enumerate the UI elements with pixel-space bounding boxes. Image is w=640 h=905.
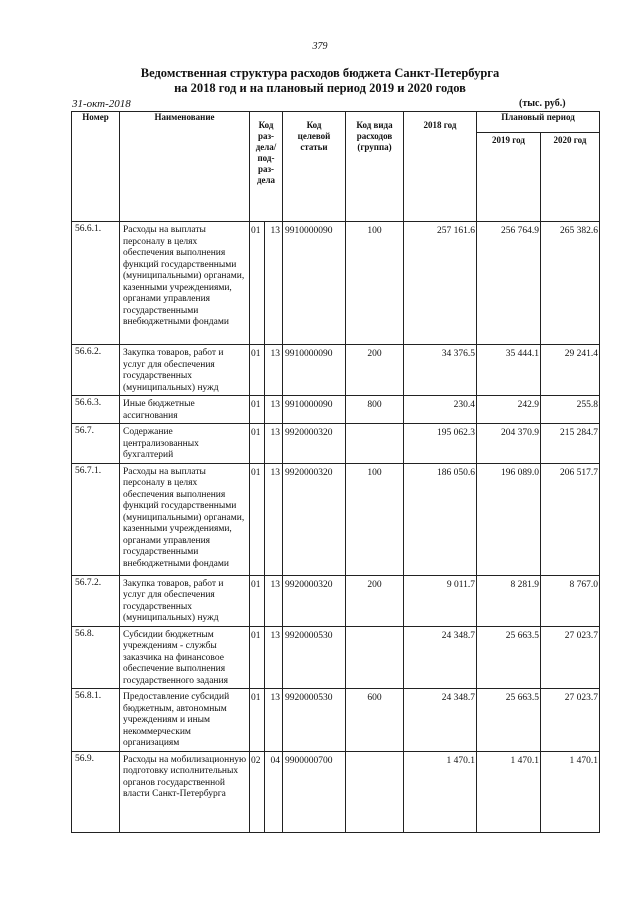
header-name: Наименование <box>120 112 250 222</box>
table-row <box>72 689 600 752</box>
row-amount-2019: 204 370.9 <box>477 424 541 464</box>
row-subsection-code: 04 <box>265 751 283 832</box>
table-row <box>72 463 600 575</box>
row-name: Закупка товаров, работ и услуг для обеспечения государственных (муниципальных) нужд <box>120 575 250 626</box>
row-expense-type: 200 <box>346 575 404 626</box>
table-row <box>72 626 600 689</box>
row-target-code: 9920000530 <box>283 626 346 689</box>
table-row <box>72 424 600 464</box>
row-subsection-code: 13 <box>265 626 283 689</box>
row-expense-type <box>346 626 404 689</box>
row-amount-2020: 8 767.0 <box>541 575 600 626</box>
row-number: 56.7. <box>72 424 120 464</box>
row-amount-2018: 34 376.5 <box>404 345 477 396</box>
row-amount-2018: 9 011.7 <box>404 575 477 626</box>
row-section-code: 01 <box>250 396 265 424</box>
table-row <box>72 222 600 345</box>
table-row <box>72 575 600 626</box>
header-2020: 2020 год <box>541 133 600 222</box>
row-amount-2018: 257 161.6 <box>404 222 477 345</box>
row-section-code: 01 <box>250 463 265 575</box>
row-subsection-code: 13 <box>265 345 283 396</box>
units-label: (тыс. руб.) <box>519 98 566 109</box>
row-number: 56.6.3. <box>72 396 120 424</box>
header-number: Номер <box>72 112 120 222</box>
budget-table <box>71 111 600 833</box>
row-amount-2020: 265 382.6 <box>541 222 600 345</box>
row-section-code: 01 <box>250 689 265 752</box>
row-subsection-code: 13 <box>265 463 283 575</box>
report-date: 31-окт-2018 <box>72 98 131 110</box>
header-expense-type: Код вида расходов (группа) <box>346 112 404 222</box>
row-name: Содержание централизованных бухгалтерий <box>120 424 250 464</box>
row-expense-type: 600 <box>346 689 404 752</box>
row-expense-type: 100 <box>346 463 404 575</box>
row-expense-type <box>346 424 404 464</box>
title-line-2: на 2018 год и на плановый период 2019 и 2020 годов <box>174 81 466 95</box>
row-section-code: 02 <box>250 751 265 832</box>
row-name: Предоставление субсидий бюджетным, автономным учреждениям и иным некоммерческим организациям <box>120 689 250 752</box>
row-section-code: 01 <box>250 345 265 396</box>
row-amount-2019: 196 089.0 <box>477 463 541 575</box>
row-amount-2018: 24 348.7 <box>404 689 477 752</box>
row-expense-type <box>346 751 404 832</box>
row-section-code: 01 <box>250 222 265 345</box>
row-name: Иные бюджетные ассигнования <box>120 396 250 424</box>
row-target-code: 9920000320 <box>283 463 346 575</box>
row-amount-2018: 24 348.7 <box>404 626 477 689</box>
row-section-code: 01 <box>250 424 265 464</box>
row-expense-type: 800 <box>346 396 404 424</box>
header-2019: 2019 год <box>477 133 541 222</box>
row-name: Субсидии бюджетным учреждениям - службы заказчика на финансовое обеспечение выполнения государственного задания <box>120 626 250 689</box>
row-amount-2018: 186 050.6 <box>404 463 477 575</box>
table-row <box>72 751 600 832</box>
row-number: 56.6.1. <box>72 222 120 345</box>
row-amount-2020: 29 241.4 <box>541 345 600 396</box>
row-amount-2020: 255.8 <box>541 396 600 424</box>
row-subsection-code: 13 <box>265 575 283 626</box>
row-name: Закупка товаров, работ и услуг для обеспечения государственных (муниципальных) нужд <box>120 345 250 396</box>
row-subsection-code: 13 <box>265 689 283 752</box>
row-amount-2020: 206 517.7 <box>541 463 600 575</box>
page-number: 379 <box>312 41 328 52</box>
row-number: 56.7.2. <box>72 575 120 626</box>
row-number: 56.8.1. <box>72 689 120 752</box>
row-number: 56.7.1. <box>72 463 120 575</box>
row-target-code: 9910000090 <box>283 222 346 345</box>
row-amount-2019: 25 663.5 <box>477 626 541 689</box>
title-line-1: Ведомственная структура расходов бюджета Санкт-Петербурга <box>140 66 500 80</box>
row-amount-2020: 27 023.7 <box>541 626 600 689</box>
row-amount-2018: 1 470.1 <box>404 751 477 832</box>
header-2018: 2018 год <box>404 112 477 222</box>
row-amount-2020: 1 470.1 <box>541 751 600 832</box>
header-target-code: Код целевой статьи <box>283 112 346 222</box>
row-amount-2019: 8 281.9 <box>477 575 541 626</box>
row-subsection-code: 13 <box>265 396 283 424</box>
row-amount-2020: 27 023.7 <box>541 689 600 752</box>
row-number: 56.6.2. <box>72 345 120 396</box>
row-amount-2019: 1 470.1 <box>477 751 541 832</box>
row-amount-2018: 195 062.3 <box>404 424 477 464</box>
row-subsection-code: 13 <box>265 424 283 464</box>
row-section-code: 01 <box>250 575 265 626</box>
row-amount-2019: 35 444.1 <box>477 345 541 396</box>
header-planned-period: Плановый период <box>477 112 600 133</box>
row-name: Расходы на выплаты персоналу в целях обеспечения выполнения функций государственными (муниципальными) органами, казенными учреждениями, органами управления государственными внебюджетными фондами <box>120 463 250 575</box>
row-target-code: 9910000090 <box>283 396 346 424</box>
row-name: Расходы на выплаты персоналу в целях обеспечения выполнения функций государственными (муниципальными) органами, казенными учреждениями, органами управления государственными внебюджетными фондами <box>120 222 250 345</box>
table-row <box>72 345 600 396</box>
row-subsection-code: 13 <box>265 222 283 345</box>
row-amount-2019: 256 764.9 <box>477 222 541 345</box>
row-amount-2020: 215 284.7 <box>541 424 600 464</box>
document-title <box>0 66 640 96</box>
header-section-code: Код раз-дела/ под-раз-дела <box>250 112 283 222</box>
row-expense-type: 200 <box>346 345 404 396</box>
row-section-code: 01 <box>250 626 265 689</box>
row-expense-type: 100 <box>346 222 404 345</box>
row-target-code: 9920000320 <box>283 575 346 626</box>
row-target-code: 9910000090 <box>283 345 346 396</box>
row-amount-2019: 242.9 <box>477 396 541 424</box>
row-number: 56.8. <box>72 626 120 689</box>
table-row <box>72 396 600 424</box>
row-amount-2018: 230.4 <box>404 396 477 424</box>
row-number: 56.9. <box>72 751 120 832</box>
row-target-code: 9920000320 <box>283 424 346 464</box>
row-target-code: 9900000700 <box>283 751 346 832</box>
row-target-code: 9920000530 <box>283 689 346 752</box>
row-name: Расходы на мобилизационную подготовку исполнительных органов государственной власти Санкт-Петербурга <box>120 751 250 832</box>
row-amount-2019: 25 663.5 <box>477 689 541 752</box>
